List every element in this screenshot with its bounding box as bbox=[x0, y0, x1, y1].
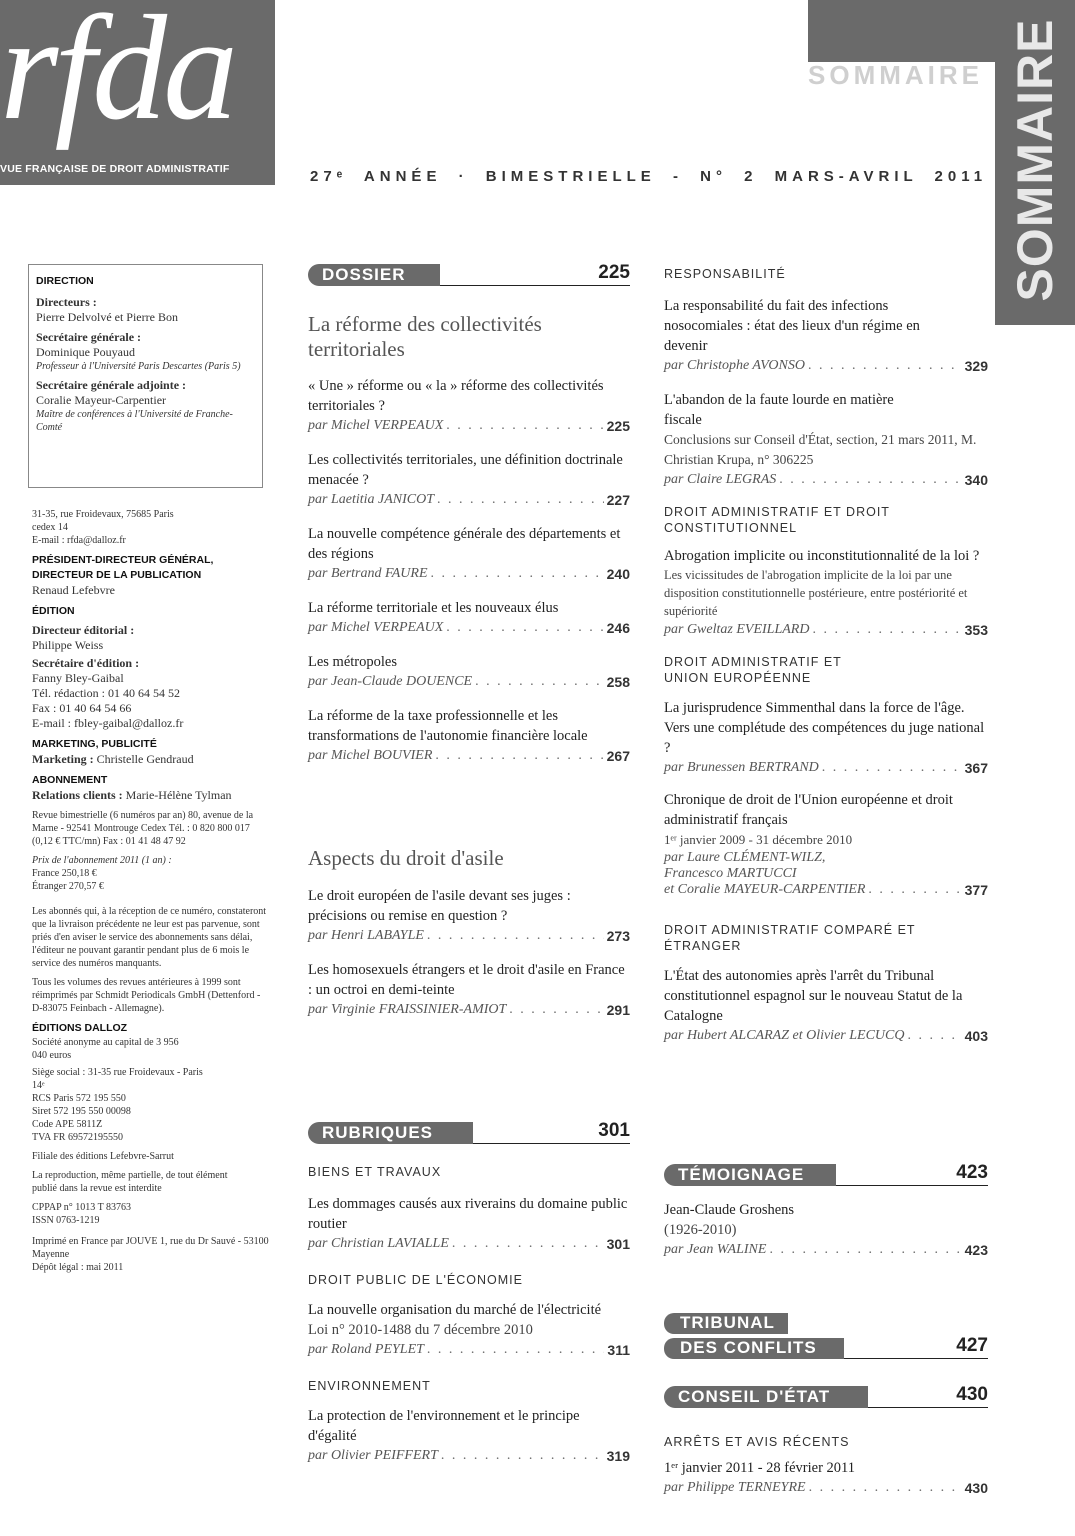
conseil-block bbox=[664, 1434, 988, 1498]
entry-author: par Philippe TERNEYRE bbox=[664, 1480, 806, 1495]
entry-author: par Brunessen BERTRAND bbox=[664, 760, 819, 775]
directeurs-label: Directeurs : bbox=[36, 295, 97, 309]
list-item bbox=[664, 390, 988, 490]
se-fax: Fax : 01 40 64 54 66 bbox=[32, 701, 132, 715]
category-environnement: ENVIRONNEMENT bbox=[308, 1379, 431, 1393]
list-item bbox=[664, 1458, 988, 1498]
entry-author: par Laure CLÉMENT-WILZ, bbox=[664, 850, 826, 865]
entry-title: « Une » réforme ou « la » réforme des collectivités territoriales ? bbox=[308, 378, 604, 414]
right-block bbox=[664, 266, 988, 1046]
dossier-pill: DOSSIER bbox=[308, 264, 440, 286]
entry-page: 319 bbox=[606, 1448, 630, 1464]
repro: La reproduction, même partielle, de tout élément publié dans la revue est interdite bbox=[32, 1170, 228, 1194]
entry-author: par Jean-Claude DOUENCE bbox=[308, 674, 473, 689]
rubriques-page: 301 bbox=[598, 1120, 630, 1141]
direction-block bbox=[36, 274, 258, 434]
dossier-banner bbox=[308, 264, 630, 286]
se-tel: Tél. rédaction : 01 40 64 54 52 bbox=[32, 686, 180, 700]
list-item bbox=[308, 1406, 630, 1466]
entry-subtitle: Conclusions sur Conseil d'État, section, 21 mars 2011, M. Christian Krupa, n° 306225 bbox=[664, 432, 977, 467]
list-item bbox=[664, 966, 988, 1046]
dalloz-info: Société anonyme au capital de 3 956 040 euros bbox=[32, 1037, 179, 1061]
entry-author: par Laetitia JANICOT bbox=[308, 492, 435, 507]
entry-author: par Henri LABAYLE bbox=[308, 928, 424, 943]
entry-page: 246 bbox=[606, 620, 630, 636]
logo: rfda bbox=[0, 0, 235, 151]
entry-page: 227 bbox=[606, 492, 630, 508]
entry-title: L'État des autonomies après l'arrêt du Tribunal constitutionnel espagnol sur le nouveau Statut de la Catalogne bbox=[664, 968, 963, 1024]
entry-page: 430 bbox=[964, 1480, 988, 1496]
sg-name: Dominique Pouyaud bbox=[36, 345, 135, 359]
entry-author: par Michel BOUVIER bbox=[308, 748, 433, 763]
dossier-list-2 bbox=[308, 886, 630, 1034]
entry-title: Les homosexuels étrangers et le droit d'asile en France : un octroi en demi-teinte bbox=[308, 962, 625, 998]
sga-name: Coralie Mayeur-Carpentier bbox=[36, 393, 167, 407]
category-economie: DROIT PUBLIC DE L'ÉCONOMIE bbox=[308, 1273, 523, 1287]
rubriques-banner bbox=[308, 1122, 630, 1144]
entry-title: La nouvelle organisation du marché de l'électricité bbox=[308, 1302, 602, 1318]
imprime: Imprimé en France par JOUVE 1, rue du Dr Sauvé - 53100 Mayenne bbox=[32, 1236, 269, 1260]
entry-page: 329 bbox=[964, 358, 988, 374]
list-item bbox=[308, 886, 630, 946]
tagline: VUE FRANÇAISE DE DROIT ADMINISTRATIF bbox=[0, 163, 230, 175]
entry-title: Chronique de droit de l'Union européenne et droit administratif français bbox=[664, 792, 953, 828]
sg-title: Professeur à l'Université Paris Descartes (Paris 5) bbox=[36, 361, 241, 372]
entry-page: 311 bbox=[607, 1342, 630, 1358]
entry-page: 377 bbox=[964, 882, 988, 898]
list-item bbox=[664, 296, 988, 376]
rubriques-block bbox=[308, 1164, 630, 1466]
issue-line: 27ᵉ ANNÉE · BIMESTRIELLE - N° 2 MARS-AVRIL 2011 bbox=[310, 168, 988, 185]
entry-title: Abrogation implicite ou inconstitutionnalité de la loi ? bbox=[664, 548, 980, 564]
rcs: RCS Paris 572 195 550 bbox=[32, 1093, 126, 1104]
list-item bbox=[664, 1200, 988, 1260]
temoignage-banner bbox=[664, 1164, 988, 1186]
temoignage-pill: TÉMOIGNAGE bbox=[664, 1164, 836, 1186]
de-name: Philippe Weiss bbox=[32, 638, 104, 652]
list-item bbox=[308, 450, 630, 510]
category-europe: DROIT ADMINISTRATIF ET UNION EUROPÉENNE bbox=[664, 655, 842, 685]
entry-author: Francesco MARTUCCI bbox=[664, 866, 797, 881]
entry-title: 1ᵉʳ janvier 2011 - 28 février 2011 bbox=[664, 1460, 856, 1476]
entry-author: par Hubert ALCARAZ et Olivier LECUCQ bbox=[664, 1028, 905, 1043]
category-compare: DROIT ADMINISTRATIF COMPARÉ ET ÉTRANGER bbox=[664, 923, 916, 953]
cppap: CPPAP n° 1013 T 83763 bbox=[32, 1202, 132, 1213]
entry-author: par Christophe AVONSO bbox=[664, 358, 805, 373]
entry-title: La protection de l'environnement et le principe d'égalité bbox=[308, 1408, 580, 1444]
conseil-page: 430 bbox=[956, 1384, 988, 1405]
entry-page: 273 bbox=[606, 928, 630, 944]
se-name: Fanny Bley-Gaibal bbox=[32, 671, 124, 685]
entry-author: par Christian LAVIALLE bbox=[308, 1236, 449, 1251]
entry-page: 403 bbox=[964, 1028, 988, 1044]
depot: Dépôt légal : mai 2011 bbox=[32, 1262, 124, 1273]
list-item bbox=[664, 698, 988, 778]
entry-title: Jean-Claude Groshens bbox=[664, 1202, 795, 1218]
temoignage-page: 423 bbox=[956, 1162, 988, 1183]
abonnes-note: Les abonnés qui, à la réception de ce numéro, constateront que la livraison précédente ne leur est pas parvenue, sont priés d'en aviser le service des abonnements sans délai, l'éditeur ne pouvant garantir pendant plus de 6 mois le service des numéros manquants. bbox=[32, 906, 267, 969]
category-biens: BIENS ET TRAVAUX bbox=[308, 1165, 442, 1179]
directeurs-names: Pierre Delvolvé et Pierre Bon bbox=[36, 310, 178, 324]
relations-line: Relations clients : Marie-Hélène Tylman bbox=[32, 788, 232, 802]
entry-author: et Coralie MAYEUR-CARPENTIER bbox=[664, 882, 866, 897]
category-arrets: ARRÊTS ET AVIS RÉCENTS bbox=[664, 1435, 850, 1449]
pdg-name: Renaud Lefebvre bbox=[32, 583, 115, 597]
conseil-banner bbox=[664, 1386, 988, 1408]
issn: ISSN 0763-1219 bbox=[32, 1215, 100, 1226]
entry-subtitle: (1926-2010) bbox=[664, 1222, 737, 1238]
se-label: Secrétaire d'édition : bbox=[32, 656, 140, 670]
entry-title: Les collectivités territoriales, une définition doctrinale menacée ? bbox=[308, 452, 623, 488]
sommaire-tab-label: SOMMAIRE bbox=[1007, 18, 1063, 302]
list-item bbox=[308, 652, 630, 692]
marketing-heading: MARKETING, PUBLICITÉ bbox=[32, 738, 157, 750]
entry-page: 340 bbox=[964, 472, 988, 488]
direction-heading: DIRECTION bbox=[36, 275, 94, 287]
sga-title: Maître de conférences à l'Université de Franche-Comté bbox=[36, 409, 233, 433]
dossier-page: 225 bbox=[598, 262, 630, 283]
dalloz-heading: ÉDITIONS DALLOZ bbox=[32, 1022, 128, 1034]
list-item bbox=[308, 706, 630, 766]
tribunal-label-2: DES CONFLITS bbox=[680, 1338, 817, 1357]
entry-author: par Michel VERPEAUX bbox=[308, 418, 444, 433]
entry-page: 367 bbox=[964, 760, 988, 776]
category-responsabilite: RESPONSABILITÉ bbox=[664, 267, 786, 281]
revue-info: Revue bimestrielle (6 numéros par an) 80, avenue de la Marne - 92541 Montrouge Cedex Tél. : 0 820 800 017 (0,12 € TTC/mn) Fax : 01 41 48 47 92 bbox=[32, 810, 254, 847]
entry-subtitle: Loi n° 2010-1488 du 7 décembre 2010 bbox=[308, 1322, 533, 1338]
entry-author: par Gweltaz EVEILLARD bbox=[664, 622, 810, 637]
entry-author: par Bertrand FAURE bbox=[308, 566, 428, 581]
prix-france: France 250,18 € bbox=[32, 868, 97, 879]
entry-page: 423 bbox=[964, 1242, 988, 1258]
list-item bbox=[308, 1194, 630, 1254]
entry-author: par Olivier PEIFFERT bbox=[308, 1448, 438, 1463]
entry-page: 301 bbox=[606, 1236, 630, 1252]
entry-title: La responsabilité du fait des infections nosocomiales : état des lieux d'un régime en devenir bbox=[664, 298, 920, 354]
dossier-list-1 bbox=[308, 376, 630, 780]
dossier-theme-2: Aspects du droit d'asile bbox=[308, 846, 504, 870]
entry-title: Les métropoles bbox=[308, 654, 397, 670]
sommaire-heading: SOMMAIRE bbox=[808, 60, 983, 90]
siege: Siège social : 31-35 rue Froidevaux - Paris 14ᵉ bbox=[32, 1067, 203, 1091]
rubriques-pill: RUBRIQUES bbox=[308, 1122, 473, 1144]
entry-page: 353 bbox=[964, 622, 988, 638]
tribunal-label-1: TRIBUNAL bbox=[680, 1313, 775, 1332]
entry-page: 225 bbox=[606, 418, 630, 434]
list-item bbox=[664, 790, 988, 898]
de-label: Directeur éditorial : bbox=[32, 623, 135, 637]
edition-heading: ÉDITION bbox=[32, 605, 75, 617]
prix-label: Prix de l'abonnement 2011 (1 an) : bbox=[32, 855, 172, 866]
ape: Code APE 5811Z bbox=[32, 1119, 103, 1130]
entry-subtitle: 1ᵉʳ janvier 2009 - 31 décembre 2010 bbox=[664, 832, 853, 847]
volumes-note: Tous les volumes des revues antérieures à 1999 sont réimprimés par Schmidt Periodicals GmbH (Dettenford - D-83075 Feinbach - Allemagne). bbox=[32, 977, 261, 1014]
tribunal-page: 427 bbox=[956, 1335, 988, 1356]
entry-title: La nouvelle compétence générale des départements et des régions bbox=[308, 526, 621, 562]
list-item bbox=[308, 524, 630, 584]
entry-title: Les dommages causés aux riverains du domaine public routier bbox=[308, 1196, 628, 1232]
se-email: E-mail : fbley-gaibal@dalloz.fr bbox=[32, 716, 184, 730]
list-item bbox=[664, 546, 988, 640]
entry-author: par Michel VERPEAUX bbox=[308, 620, 444, 635]
entry-author: par Jean WALINE bbox=[664, 1242, 767, 1257]
email: E-mail : rfda@dalloz.fr bbox=[32, 535, 126, 546]
list-item bbox=[308, 1300, 630, 1360]
entry-author: par Virginie FRAISSINIER-AMIOT bbox=[308, 1002, 507, 1017]
list-item bbox=[308, 376, 630, 436]
entry-title: Le droit européen de l'asile devant ses juges : précisions ou remise en question ? bbox=[308, 888, 571, 924]
entry-page: 258 bbox=[606, 674, 630, 690]
dossier-theme-1: La réforme des collectivités territoriales bbox=[308, 312, 542, 361]
list-item bbox=[308, 598, 630, 638]
prix-etranger: Étranger 270,57 € bbox=[32, 881, 104, 892]
entry-subtitle: Les vicissitudes de l'abrogation implicite de la loi par une disposition constitutionnelle postérieure, entre postériorité et supériorité bbox=[664, 568, 968, 618]
category-constitutionnel: DROIT ADMINISTRATIF ET DROIT CONSTITUTIONNEL bbox=[664, 505, 890, 535]
pdg-heading: PRÉSIDENT-DIRECTEUR GÉNÉRAL, DIRECTEUR DE LA PUBLICATION bbox=[32, 554, 214, 581]
entry-author: par Claire LEGRAS bbox=[664, 472, 777, 487]
entry-page: 240 bbox=[606, 566, 630, 582]
list-item bbox=[308, 960, 630, 1020]
entry-page: 291 bbox=[606, 1002, 630, 1018]
entry-title: L'abandon de la faute lourde en matière fiscale bbox=[664, 392, 894, 428]
filiale: Filiale des éditions Lefebvre-Sarrut bbox=[32, 1151, 174, 1162]
address: 31-35, rue Froidevaux, 75685 Paris cedex 14 bbox=[32, 509, 174, 533]
conseil-pill: CONSEIL D'ÉTAT bbox=[664, 1386, 868, 1408]
abonnement-heading: ABONNEMENT bbox=[32, 774, 108, 786]
entry-title: La réforme territoriale et les nouveaux élus bbox=[308, 600, 559, 616]
siret: Siret 572 195 550 00098 bbox=[32, 1106, 131, 1117]
sga-label: Secrétaire générale adjointe : bbox=[36, 378, 187, 392]
entry-author: par Roland PEYLET bbox=[308, 1342, 424, 1357]
entry-page: 267 bbox=[606, 748, 630, 764]
entry-title: La jurisprudence Simmenthal dans la force de l'âge. Vers une complétude des compétences du juge national ? bbox=[664, 700, 985, 756]
masthead-credits bbox=[32, 508, 270, 1274]
tva: TVA FR 69572195550 bbox=[32, 1132, 123, 1143]
entry-title: La réforme de la taxe professionnelle et les transformations de l'autonomie financière locale bbox=[308, 708, 588, 744]
tribunal-banner bbox=[664, 1313, 988, 1361]
marketing-line: Marketing : Christelle Gendraud bbox=[32, 752, 194, 766]
sg-label: Secrétaire générale : bbox=[36, 330, 142, 344]
